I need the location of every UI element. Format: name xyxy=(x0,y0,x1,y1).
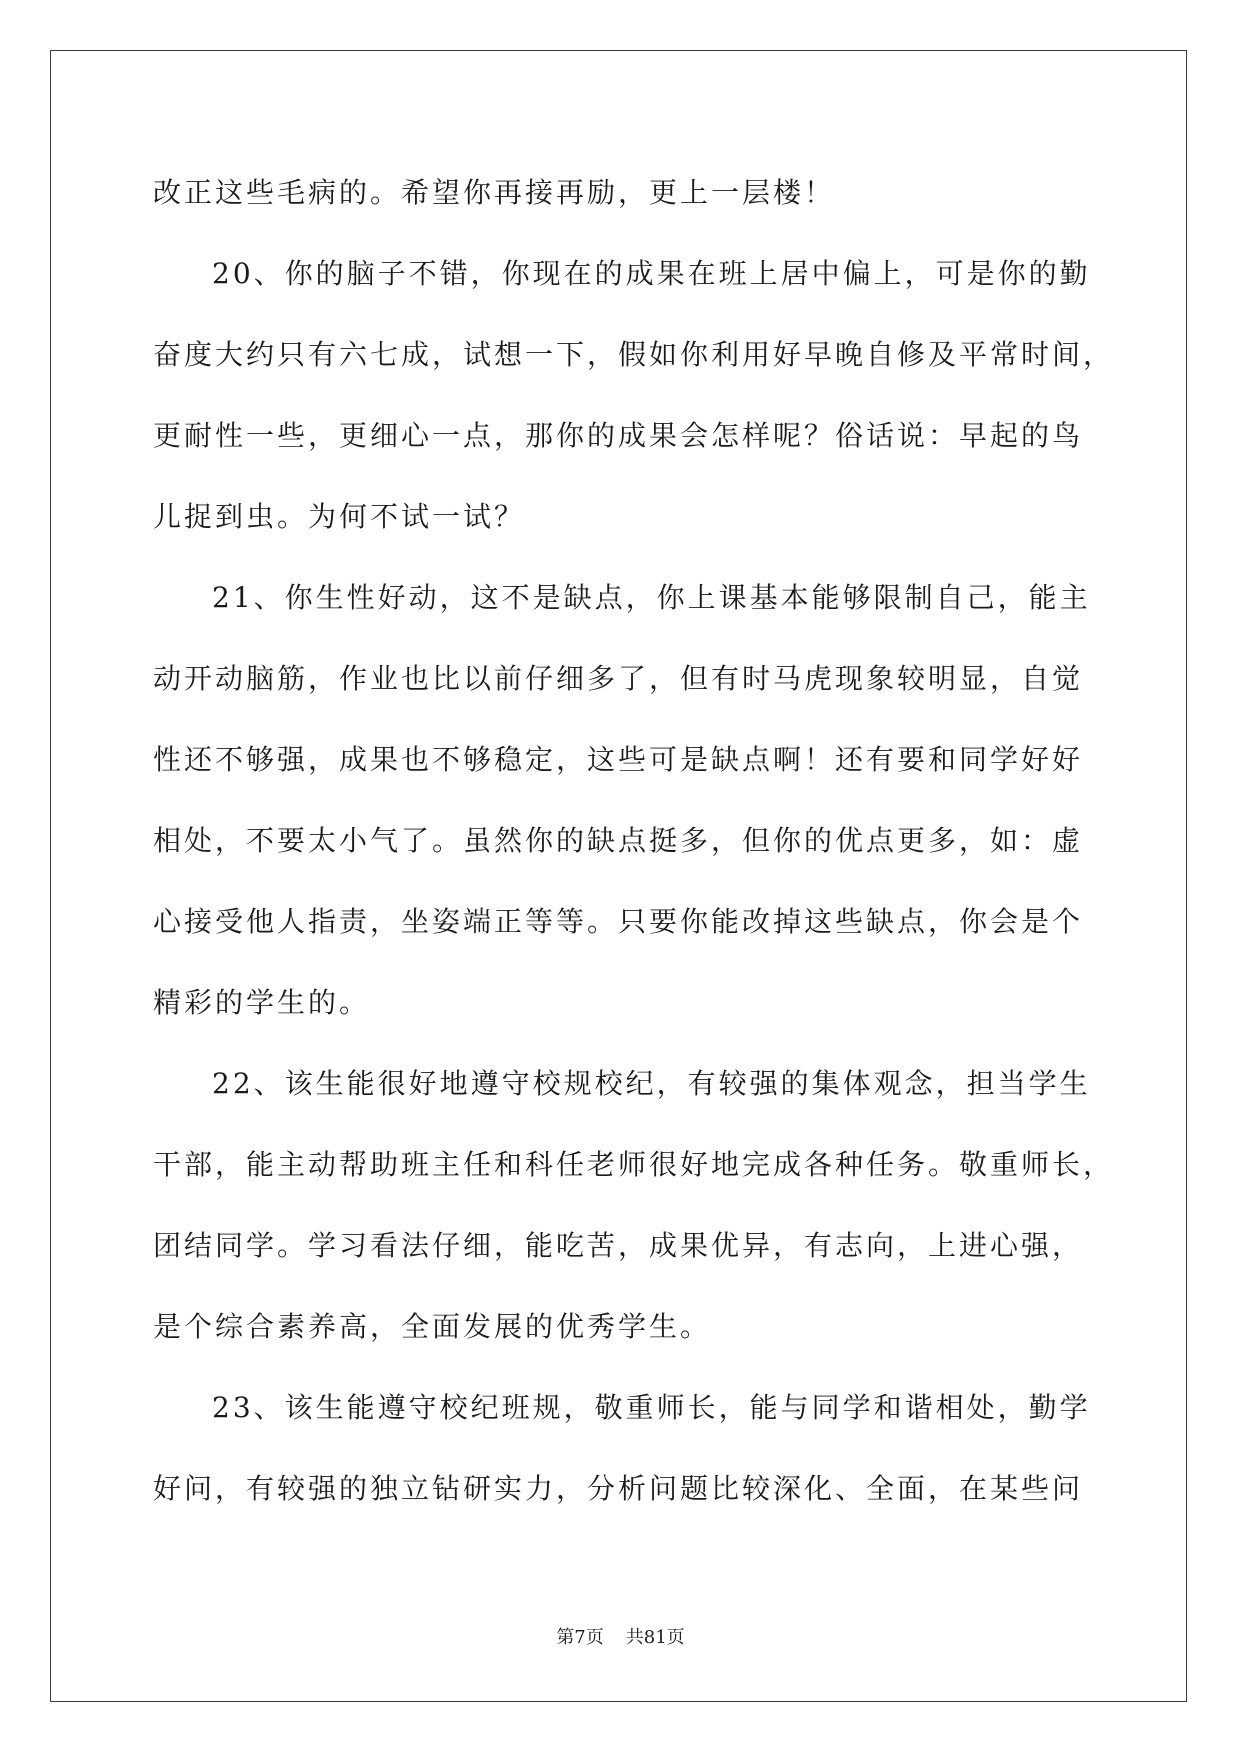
body-text-line: 动开动脑筋，作业也比以前仔细多了，但有时马虎现象较明显，自觉 xyxy=(153,662,1084,695)
paragraph-20-first-line: 20、你的脑子不错，你现在的成果在班上居中偏上，可是你的勤 xyxy=(212,257,1091,290)
paragraph-23-first-line: 23、该生能遵守校纪班规，敬重师长，能与同学和谐相处，勤学 xyxy=(212,1391,1091,1424)
document-body xyxy=(153,152,1153,1529)
body-text-line: 儿捉到虫。为何不试一试？ xyxy=(153,500,526,533)
body-text-line: 好问，有较强的独立钻研实力，分析问题比较深化、全面，在某些问 xyxy=(153,1472,1084,1505)
total-page-count: 共81页 xyxy=(625,1627,685,1648)
paragraph-22-first-line: 22、该生能很好地遵守校规校纪，有较强的集体观念，担当学生 xyxy=(212,1067,1091,1100)
body-text-line: 是个综合素养高，全面发展的优秀学生。 xyxy=(153,1310,712,1343)
body-text-line: 性还不够强，成果也不够稳定，这些可是缺点啊！还有要和同学好好 xyxy=(153,743,1084,776)
body-text-line: 改正这些毛病的。希望你再接再励，更上一层楼！ xyxy=(153,176,836,209)
body-text-line: 更耐性一些，更细心一点，那你的成果会怎样呢？俗话说：早起的鸟 xyxy=(153,419,1084,452)
paragraph-21-first-line: 21、你生性好动，这不是缺点，你上课基本能够限制自己，能主 xyxy=(212,581,1091,614)
body-text-line: 相处，不要太小气了。虽然你的缺点挺多，但你的优点更多，如：虚 xyxy=(153,824,1084,857)
page-footer xyxy=(0,1624,1241,1652)
body-text-line: 精彩的学生的。 xyxy=(153,986,371,1019)
body-text-line: 奋度大约只有六七成，试想一下，假如你利用好早晚自修及平常时间， xyxy=(153,338,1115,371)
body-text-line: 干部，能主动帮助班主任和科任老师很好地完成各种任务。敬重师长， xyxy=(153,1148,1115,1181)
body-text-line: 团结同学。学习看法仔细，能吃苦，成果优异，有志向，上进心强， xyxy=(153,1229,1084,1262)
body-text-line: 心接受他人指责，坐姿端正等等。只要你能改掉这些缺点，你会是个 xyxy=(153,905,1084,938)
current-page-number: 第7页 xyxy=(556,1627,604,1648)
